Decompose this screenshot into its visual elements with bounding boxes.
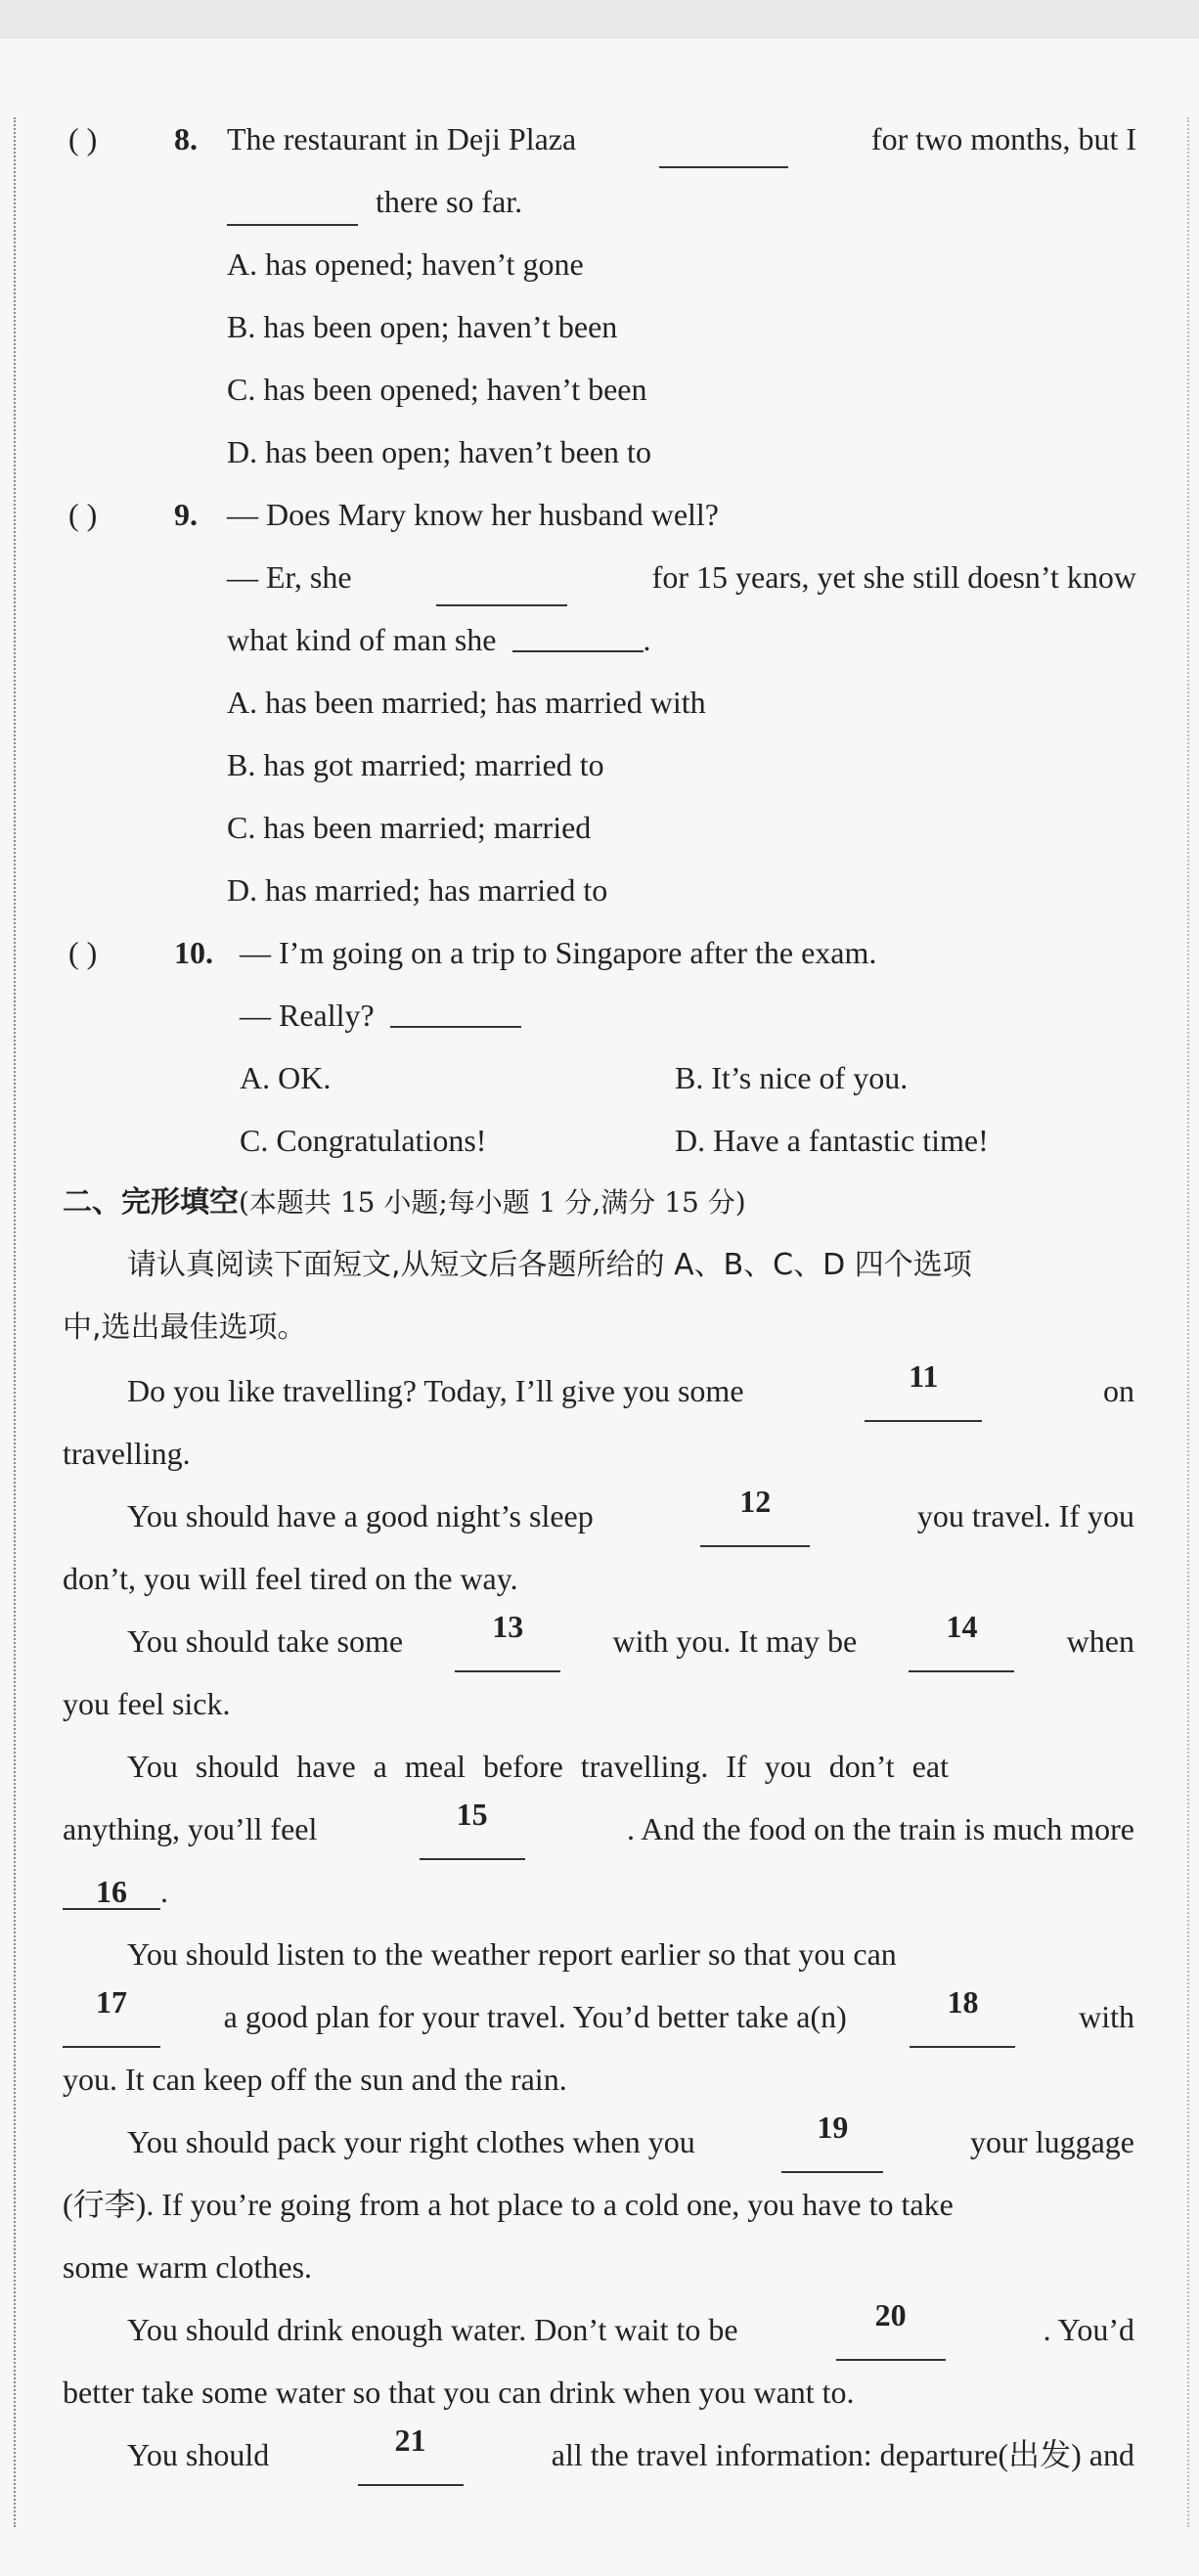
passage-text: You should — [127, 2437, 270, 2472]
question-number: 10. — [174, 935, 213, 970]
answer-paren[interactable]: ( ) — [68, 121, 98, 156]
passage-p6-line-1 — [127, 2110, 1134, 2173]
passage-text: all the travel information: departure(出发) and — [551, 2437, 1134, 2472]
question-number: 9. — [174, 497, 198, 532]
passage-p3-line-1 — [127, 1610, 1134, 1672]
option-c[interactable]: C. Congratulations! — [240, 1123, 487, 1158]
option-d[interactable]: D. has been open; haven’t been to — [227, 434, 651, 469]
question-text: — I’m going on a trip to Singapore after the exam. — [240, 935, 877, 970]
question-text: The restaurant in Deji Plaza — [227, 121, 577, 156]
passage-text: a good plan for your travel. You’d better take a(n) — [223, 1999, 847, 2034]
passage-text: on — [1102, 1373, 1134, 1408]
question-8-line-2 — [227, 170, 522, 233]
period: . — [643, 622, 651, 657]
blank-12[interactable]: 12 — [700, 1485, 810, 1547]
answer-paren[interactable]: ( ) — [68, 497, 98, 532]
passage-p1-line-2: travelling. — [63, 1436, 191, 1471]
blank-19[interactable]: 19 — [781, 2110, 883, 2173]
question-text: — Er, she — [227, 559, 352, 595]
passage-p4-line-1 — [127, 1735, 1134, 1798]
passage-p6-line-2: (行李). If you’re going from a hot place to a cold one, you have to take — [63, 2187, 954, 2222]
passage-p4-line-2 — [63, 1798, 1134, 1860]
passage-p7-line-2: better take some water so that you can drink when you want to. — [63, 2375, 855, 2410]
passage-text: you travel. If you — [916, 1498, 1134, 1533]
option-a[interactable]: A. has been married; has married with — [227, 685, 706, 720]
passage-text: You should take some — [127, 1623, 404, 1659]
question-9-line-2 — [227, 546, 1136, 608]
right-margin-line — [1187, 117, 1189, 2527]
question-8-line-1 — [227, 108, 1136, 170]
blank-20[interactable]: 20 — [836, 2298, 946, 2361]
answer-blank[interactable] — [659, 137, 788, 168]
option-d[interactable]: D. Have a fantastic time! — [675, 1123, 989, 1158]
passage-text: You should have a good night’s sleep — [127, 1498, 594, 1533]
blank-14[interactable]: 14 — [909, 1610, 1014, 1672]
passage-p1-line-1 — [127, 1359, 1134, 1422]
question-9-line-3 — [227, 608, 651, 671]
question-text: there so far. — [376, 184, 523, 219]
blank-17[interactable]: 17 — [63, 1985, 160, 2048]
binding-margin-line — [14, 117, 16, 2527]
passage-text: . And the food on the train is much more — [626, 1811, 1134, 1846]
answer-blank[interactable] — [512, 621, 644, 652]
option-b[interactable]: B. It’s nice of you. — [675, 1060, 909, 1095]
answer-blank[interactable] — [390, 997, 521, 1028]
question-text: for 15 years, yet she still doesn’t know — [651, 559, 1136, 595]
passage-text: when — [1066, 1623, 1134, 1659]
option-a[interactable]: A. OK. — [240, 1060, 332, 1095]
answer-blank[interactable] — [227, 195, 358, 226]
passage-p3-line-2: you feel sick. — [63, 1686, 231, 1721]
blank-16[interactable]: 16 — [63, 1875, 160, 1910]
passage-p5-line-1: You should listen to the weather report earlier so that you can — [127, 1936, 897, 1972]
passage-p6-line-3: some warm clothes. — [63, 2249, 313, 2285]
instruction-line-1: 请认真阅读下面短文,从短文后各题所给的 A、B、C、D 四个选项 — [127, 1248, 972, 1282]
blank-15[interactable]: 15 — [420, 1798, 525, 1860]
passage-text: You should drink enough water. Don’t wait to be — [127, 2312, 738, 2347]
blank-11[interactable]: 11 — [865, 1359, 982, 1422]
option-a[interactable]: A. has opened; haven’t gone — [227, 246, 584, 282]
section-heading — [63, 1172, 746, 1234]
passage-text: . You’d — [1043, 2312, 1134, 2347]
blank-21[interactable]: 21 — [358, 2423, 464, 2486]
blank-18[interactable]: 18 — [910, 1985, 1015, 2048]
question-number: 8. — [174, 121, 198, 156]
passage-p5-line-2 — [63, 1985, 1134, 2048]
option-b[interactable]: B. has been open; haven’t been — [227, 309, 618, 344]
question-text: — Does Mary know her husband well? — [227, 497, 719, 532]
top-band — [0, 0, 1199, 39]
option-b[interactable]: B. has got married; married to — [227, 747, 604, 782]
option-c[interactable]: C. has been opened; haven’t been — [227, 372, 647, 407]
passage-p8-line-1 — [127, 2423, 1134, 2486]
passage-text: You should pack your right clothes when you — [127, 2124, 695, 2159]
passage-p2-line-2: don’t, you will feel tired on the way. — [63, 1561, 518, 1596]
passage-text: with — [1079, 1999, 1134, 2034]
passage-p7-line-1 — [127, 2298, 1134, 2361]
question-text: what kind of man she — [227, 622, 497, 657]
passage-text: Do you like travelling? Today, I’ll give you some — [127, 1373, 744, 1408]
option-d[interactable]: D. has married; has married to — [227, 872, 608, 908]
passage-text: . — [160, 1874, 168, 1909]
passage-text: anything, you’ll feel — [63, 1811, 318, 1846]
question-text: — Really? — [240, 998, 375, 1033]
section-subtitle: (本题共 15 小题;每小题 1 分,满分 15 分) — [239, 1186, 746, 1219]
question-text: for two months, but I — [870, 121, 1136, 156]
passage-text: with you. It may be — [612, 1623, 858, 1659]
passage-text: You should have a meal before travelling. If you don’t eat — [127, 1749, 949, 1784]
question-10-line-2 — [240, 984, 521, 1046]
passage-p5-line-3: you. It can keep off the sun and the rain. — [63, 2062, 567, 2097]
passage-text: your luggage — [970, 2124, 1134, 2159]
section-title: 二、完形填空 — [63, 1185, 239, 1220]
option-c[interactable]: C. has been married; married — [227, 810, 592, 845]
answer-blank[interactable] — [436, 575, 567, 606]
passage-p2-line-1 — [127, 1485, 1134, 1547]
answer-paren[interactable]: ( ) — [68, 935, 98, 970]
passage-p4-line-3 — [63, 1860, 168, 1923]
blank-13[interactable]: 13 — [455, 1610, 560, 1672]
instruction-line-2: 中,选出最佳选项。 — [63, 1310, 307, 1345]
